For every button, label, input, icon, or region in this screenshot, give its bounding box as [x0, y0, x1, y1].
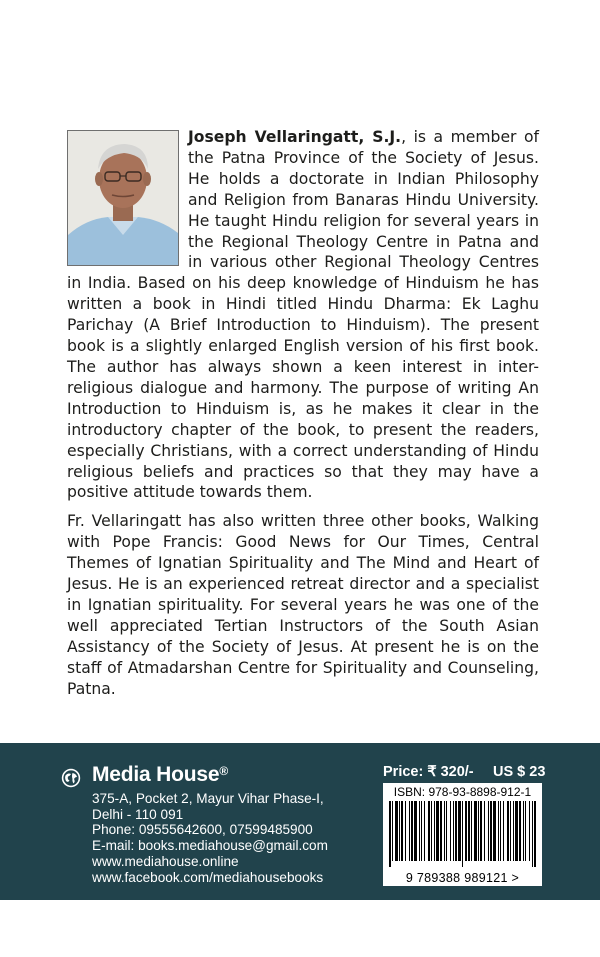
barcode-stripe	[409, 801, 410, 861]
author-name: Joseph Vellaringatt, S.J.	[188, 128, 402, 146]
barcode-stripe	[471, 801, 472, 861]
barcode-stripe	[434, 801, 435, 861]
barcode-stripe	[411, 801, 413, 861]
barcode-stripe	[431, 801, 432, 861]
barcode-stripe	[424, 801, 425, 861]
barcode-stripe	[480, 801, 482, 861]
trademark-symbol: ®	[219, 764, 228, 778]
barcode-stripe	[462, 801, 463, 867]
barcode-stripe	[525, 801, 526, 861]
publisher-address-line: 375-A, Pocket 2, Mayur Vihar Phase-I,	[92, 791, 324, 806]
barcode-stripe	[419, 801, 420, 861]
bio-intro-text: , is a member of the Patna Province of the Society of Jesus. He holds a doctorate in Indian Philosophy and Religion from Banaras Hindu University. He taught Hindu religion for several years in the Regional Theology Centre in Patna and in various other Regional Theology Centres in India. Based on his deep knowledge of Hinduism he has written a book in Hindi titled Hindu Dharma: Ek Laghu Parichay (A Brief Introduction to Hinduism). The present book is a slightly enlarged English version of his first book. The author has always shown a keen interest in inter-religious dialogue and harmony. The purpose of writing An Introduction to Hinduism is, as he makes it clear in the introductory chapter of the book, to present the readers, especially Christians, with a correct understanding of Hindu religious beliefs and practices so that they may have a positive attitude towards them.	[67, 128, 539, 502]
author-portrait-illustration	[68, 131, 178, 265]
globe-icon	[61, 768, 81, 788]
barcode-stripe	[392, 801, 393, 861]
publisher-phone: Phone: 09555642600, 07599485900	[92, 822, 313, 838]
barcode-stripe	[389, 801, 391, 867]
barcode-stripe	[468, 801, 470, 861]
barcode-stripe	[474, 801, 477, 861]
barcode-stripe	[405, 801, 406, 861]
bio-paragraph-2: Fr. Vellaringatt has also written three other books, Walking with Pope Francis: Good News for Our Times, Central Themes of Ignatian Spirituality and The Mind and Heart of Jesus. He is an experienced retreat director and a specialist in Ignatian spirituality. For several years he was one of the well appreciated Tertian Instructors of the South Asian Assistancy of the Society of Jesus. At present he is on the staff of Atmadarshan Centre for Spirituality and Counseling, Patna.	[67, 512, 539, 698]
barcode-stripe	[488, 801, 489, 861]
barcode-stripe	[436, 801, 439, 861]
barcode-bars	[387, 801, 538, 867]
barcode-stripe	[450, 801, 451, 861]
barcode	[383, 783, 542, 886]
publisher-website: www.mediahouse.online	[92, 853, 239, 869]
barcode-stripe	[458, 801, 461, 861]
barcode-stripe	[493, 801, 496, 861]
barcode-stripe	[523, 801, 524, 861]
barcode-stripe	[519, 801, 521, 861]
publisher-email: E-mail: books.mediahouse@gmail.com	[92, 838, 328, 854]
barcode-stripe	[395, 801, 398, 861]
barcode-stripe	[529, 801, 530, 861]
barcode-stripe	[446, 801, 447, 861]
barcode-stripe	[453, 801, 454, 861]
publisher-name: Media House®	[92, 763, 228, 786]
publisher-city-line: Delhi - 110 091	[92, 806, 184, 822]
barcode-stripe	[440, 801, 442, 861]
publisher-contact	[92, 791, 328, 885]
barcode-stripe	[498, 801, 499, 861]
bio-paragraph-1	[67, 127, 539, 503]
barcode-stripe	[455, 801, 457, 861]
barcode-digits: 9 789388 989121 >	[405, 871, 520, 885]
isbn-label: ISBN: 978-93-8898-912-1	[393, 785, 532, 799]
barcode-stripe	[484, 801, 485, 861]
price-usd: US $ 23	[493, 764, 546, 780]
barcode-stripe	[532, 801, 533, 867]
author-photo	[67, 130, 179, 266]
barcode-stripe	[399, 801, 400, 861]
publisher-facebook: www.facebook.com/mediahousebooks	[92, 869, 324, 885]
barcode-stripe	[428, 801, 430, 861]
publisher-footer	[0, 743, 600, 900]
author-bio	[67, 127, 539, 699]
barcode-stripe	[478, 801, 479, 861]
barcode-stripe	[534, 801, 536, 867]
barcode-stripe	[444, 801, 445, 861]
barcode-stripe	[507, 801, 509, 861]
barcode-stripe	[421, 801, 422, 861]
price-inr: Price: ₹ 320/-	[383, 764, 474, 780]
barcode-stripe	[414, 801, 417, 861]
barcode-stripe	[515, 801, 518, 861]
barcode-stripe	[401, 801, 403, 861]
barcode-stripe	[513, 801, 514, 861]
barcode-stripe	[510, 801, 511, 861]
barcode-stripe	[465, 801, 467, 861]
barcode-stripe	[503, 801, 504, 861]
barcode-stripe	[500, 801, 501, 861]
barcode-stripe	[490, 801, 492, 861]
